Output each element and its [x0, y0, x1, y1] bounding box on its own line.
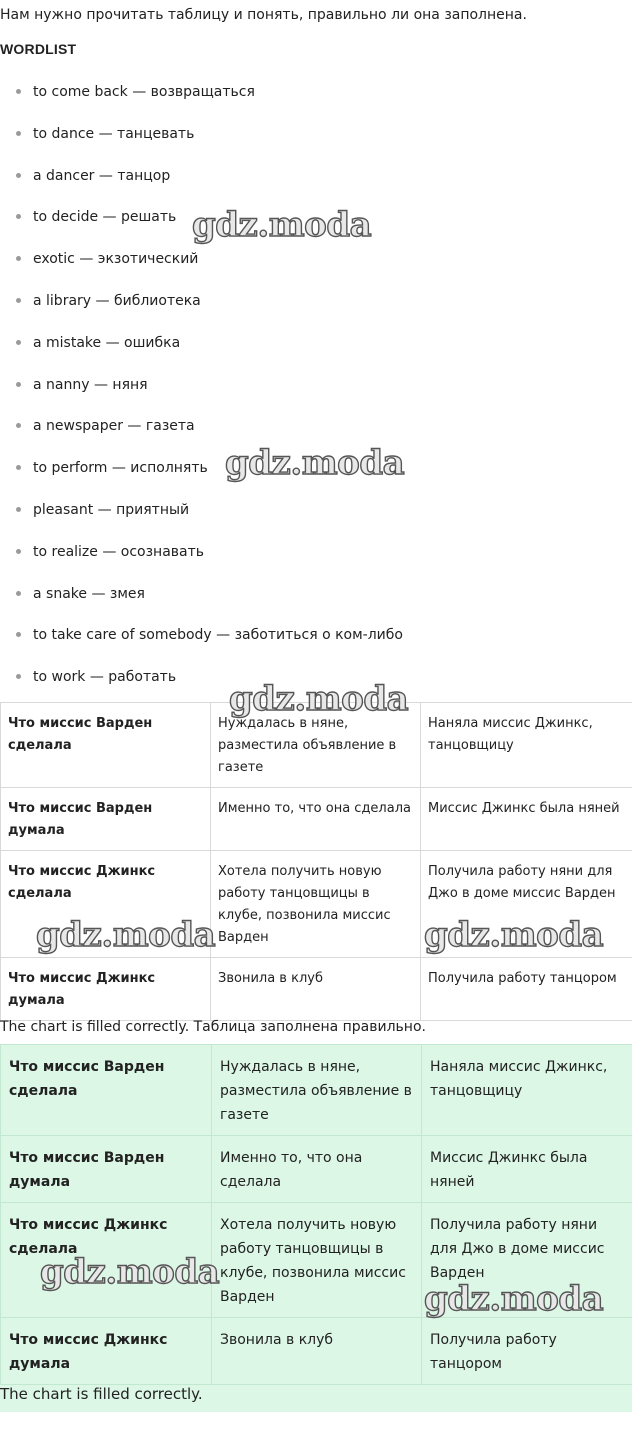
watermark: gdz.moda [424, 915, 604, 955]
row-header-cell: Что миссис Джинкс думала [1, 958, 211, 1021]
wordlist-item-text: a nanny — няня [33, 376, 148, 393]
row-header-cell: Что миссис Варден думала [1, 1136, 212, 1203]
table-cell: Звонила в клуб [211, 958, 421, 1021]
wordlist-item [0, 375, 632, 417]
bullet-icon [16, 591, 21, 596]
wordlist-item [0, 625, 632, 667]
chart-table [0, 702, 632, 1021]
row-header-cell: Что миссис Джинкс сделала [1, 851, 211, 958]
wordlist-item [0, 542, 632, 584]
wordlist-item [0, 458, 632, 500]
table-cell: Именно то, что она сделала [211, 788, 421, 851]
wordlist-item-text: a newspaper — газета [33, 418, 195, 435]
wordlist-item [0, 584, 632, 626]
bullet-icon [16, 632, 21, 637]
wordlist-item [0, 333, 632, 375]
answer-caption: The chart is filled correctly. [0, 1385, 203, 1403]
wordlist-heading: WORDLIST [0, 41, 77, 57]
bullet-icon [16, 298, 21, 303]
wordlist-item-text: to decide — решать [33, 209, 177, 226]
wordlist-item-text: to dance — танцевать [33, 125, 195, 142]
bullet-icon [16, 507, 21, 512]
bullet-icon [16, 465, 21, 470]
wordlist-item [0, 416, 632, 458]
table-cell: Получила работу няни для Джо в доме миссис Варден [421, 851, 632, 958]
table-cell: Миссис Джинкс была няней [421, 788, 632, 851]
watermark: gdz.moda [36, 915, 216, 955]
watermark: gdz.moda [225, 443, 405, 483]
table-cell: Хотела получить новую работу танцовщицы в клубе, позвонила миссис Варден [211, 851, 421, 958]
bullet-icon [16, 256, 21, 261]
wordlist-item-text: a dancer — танцор [33, 167, 171, 184]
table-row [1, 788, 632, 851]
wordlist-item [0, 249, 632, 291]
table-row [1, 851, 632, 958]
bullet-icon [16, 674, 21, 679]
watermark: gdz.moda [424, 1279, 604, 1319]
table-cell: Хотела получить новую работу танцовщицы в клубе, позвонила миссис Варден [212, 1203, 422, 1318]
table-row [1, 1203, 632, 1318]
chart-caption: The chart is filled correctly. Таблица заполнена правильно. [0, 1019, 426, 1035]
wordlist-item-text: to come back — возвращаться [33, 84, 255, 100]
table-cell: Нуждалась в няне, разместила объявление в газете [212, 1045, 422, 1136]
wordlist-item-text: to realize — осознавать [33, 543, 205, 560]
bullet-icon [16, 549, 21, 554]
wordlist-item [0, 500, 632, 542]
table-cell: Получила работу танцором [422, 1318, 632, 1385]
table-cell: Наняла миссис Джинкс, танцовщицу [422, 1045, 632, 1136]
table-cell: Миссис Джинкс была няней [422, 1136, 632, 1203]
wordlist-item [0, 291, 632, 333]
table-cell: Звонила в клуб [212, 1318, 422, 1385]
wordlist-item-text: a mistake — ошибка [33, 334, 181, 351]
bullet-icon [16, 173, 21, 178]
table-cell: Получила работу няни для Джо в доме миссис Варден [422, 1203, 632, 1318]
wordlist [0, 82, 632, 709]
bullet-icon [16, 340, 21, 345]
wordlist-item [0, 207, 632, 249]
wordlist-item-text: a library — библиотека [33, 292, 201, 309]
row-header-cell: Что миссис Варден сделала [1, 703, 211, 788]
bullet-icon [16, 131, 21, 136]
intro-text: Нам нужно прочитать таблицу и понять, правильно ли она заполнена. [0, 7, 527, 23]
wordlist-item [0, 166, 632, 208]
watermark: gdz.moda [229, 679, 409, 719]
table-row [1, 958, 632, 1021]
watermark: gdz.moda [40, 1252, 220, 1292]
wordlist-item-text: to work — работать [33, 669, 177, 686]
answer-table [0, 1044, 632, 1385]
row-header-cell: Что миссис Джинкс думала [1, 1318, 212, 1385]
wordlist-item [0, 124, 632, 166]
table-row [1, 703, 632, 788]
wordlist-item [0, 82, 632, 124]
wordlist-item-text: to take care of somebody — заботиться о ком-либо [33, 627, 403, 644]
wordlist-item-text: a snake — змея [33, 585, 145, 602]
table-row [1, 1045, 632, 1136]
answer-block [0, 1044, 632, 1412]
row-header-cell: Что миссис Варден думала [1, 788, 211, 851]
bullet-icon [16, 89, 21, 94]
watermark: gdz.moda [192, 205, 372, 245]
wordlist-item-text: exotic — экзотический [33, 251, 199, 268]
table-row [1, 1136, 632, 1203]
table-cell: Наняла миссис Джинкс, танцовщицу [421, 703, 632, 788]
bullet-icon [16, 214, 21, 219]
wordlist-item-text: to perform — исполнять [33, 460, 208, 477]
table-cell: Нуждалась в няне, разместила объявление в газете [211, 703, 421, 788]
row-header-cell: Что миссис Варден сделала [1, 1045, 212, 1136]
table-cell: Именно то, что она сделала [212, 1136, 422, 1203]
bullet-icon [16, 382, 21, 387]
bullet-icon [16, 423, 21, 428]
table-cell: Получила работу танцором [421, 958, 632, 1021]
table-row [1, 1318, 632, 1385]
row-header-cell: Что миссис Джинкс сделала [1, 1203, 212, 1318]
wordlist-item-text: pleasant — приятный [33, 501, 190, 518]
